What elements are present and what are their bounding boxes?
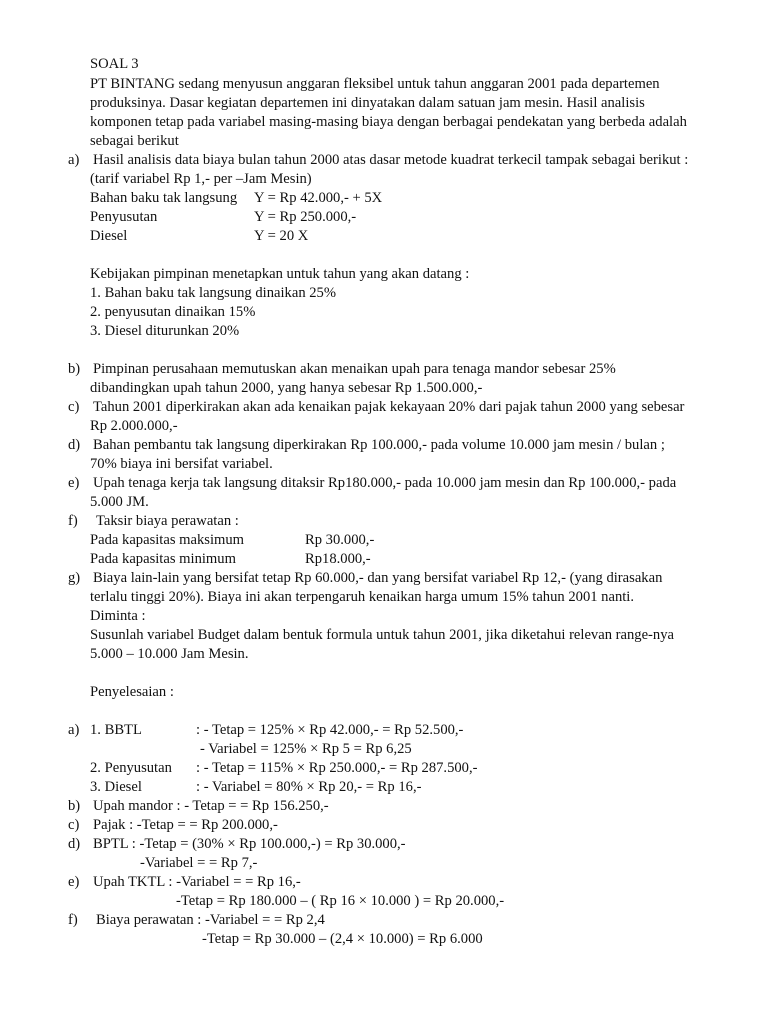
- intro-line: produksinya. Dasar kegiatan departemen ini dinyatakan dalam satuan jam mesin. Hasil analisis: [90, 95, 645, 111]
- item-a-text: Hasil analisis data biaya bulan tahun 2000 atas dasar metode kuadrat terkecil tampak sebagai berikut :: [93, 152, 689, 168]
- task-text: 5.000 – 10.000 Jam Mesin.: [90, 646, 249, 662]
- requested-label: Diminta :: [90, 608, 146, 624]
- cost-row-formula: Y = Rp 250.000,-: [254, 209, 357, 225]
- solution-a1-variable: - Variabel = 125% × Rp 5 = Rp 6,25: [200, 741, 412, 757]
- capacity-row-label: Pada kapasitas maksimum: [90, 532, 245, 548]
- solution-f-fixed: -Tetap = Rp 30.000 – (2,4 × 10.000) = Rp 6.000: [202, 931, 483, 947]
- item-c-text: Rp 2.000.000,-: [90, 418, 178, 434]
- item-e-text: 5.000 JM.: [90, 494, 149, 510]
- item-b-text: Pimpinan perusahaan memutuskan akan menaikan upah para tenaga mandor sebesar 25%: [93, 361, 616, 377]
- solution-a3-variable: : - Variabel = 80% × Rp 20,- = Rp 16,-: [196, 779, 422, 795]
- intro-line: sebagai berikut: [90, 133, 179, 149]
- cost-row-formula: Y = Rp 42.000,- + 5X: [254, 190, 383, 206]
- cost-row-label: Diesel: [90, 228, 128, 244]
- cost-row-label: Bahan baku tak langsung: [90, 190, 238, 206]
- policy-item: 3. Diesel diturunkan 20%: [90, 323, 240, 339]
- solution-marker-b: b): [68, 798, 81, 814]
- capacity-row-value: Rp18.000,-: [305, 551, 371, 567]
- solution-title: Penyelesaian :: [90, 684, 174, 700]
- item-marker-c: c): [68, 399, 80, 415]
- task-text: Susunlah variabel Budget dalam bentuk formula untuk tahun 2001, jika diketahui relevan range-nya: [90, 627, 674, 643]
- policy-item: 1. Bahan baku tak langsung dinaikan 25%: [90, 285, 337, 301]
- intro-line: PT BINTANG sedang menyusun anggaran fleksibel untuk tahun anggaran 2001 pada departemen: [90, 76, 660, 92]
- solution-f-text: Biaya perawatan : -Variabel = = Rp 2,4: [96, 912, 325, 928]
- solution-d-text: BPTL : -Tetap = (30% × Rp 100.000,-) = Rp 30.000,-: [93, 836, 406, 852]
- solution-e-text: Upah TKTL : -Variabel = = Rp 16,-: [93, 874, 301, 890]
- item-marker-e: e): [68, 475, 80, 491]
- solution-marker-d: d): [68, 836, 81, 852]
- item-marker-b: b): [68, 361, 81, 377]
- item-g-text: Biaya lain-lain yang bersifat tetap Rp 60.000,- dan yang bersifat variabel Rp 12,- (yang dirasakan: [93, 570, 663, 586]
- item-d-text: 70% biaya ini bersifat variabel.: [90, 456, 273, 472]
- policy-title: Kebijakan pimpinan menetapkan untuk tahun yang akan datang :: [90, 266, 470, 282]
- item-marker-f: f): [68, 513, 78, 529]
- solution-marker-f: f): [68, 912, 78, 928]
- solution-c-text: Pajak : -Tetap = = Rp 200.000,-: [93, 817, 278, 833]
- solution-b-text: Upah mandor : - Tetap = = Rp 156.250,-: [93, 798, 329, 814]
- solution-a2-label: 2. Penyusutan: [90, 760, 172, 776]
- solution-a1-label: 1. BBTL: [90, 722, 142, 738]
- cost-row-label: Penyusutan: [90, 209, 158, 225]
- item-d-text: Bahan pembantu tak langsung diperkirakan Rp 100.000,- pada volume 10.000 jam mesin / bulan ;: [93, 437, 665, 453]
- item-g-text: terlalu tinggi 20%). Biaya ini akan terpengaruh kenaikan harga umum 15% tahun 2001 nanti.: [90, 589, 635, 605]
- intro-line: komponen tetap pada variabel masing-masing biaya dengan berbagai pendekatan yang berbeda adalah: [90, 114, 687, 130]
- item-marker-d: d): [68, 437, 81, 453]
- item-e-text: Upah tenaga kerja tak langsung ditaksir Rp180.000,- pada 10.000 jam mesin dan Rp 100.000,- pada: [93, 475, 677, 491]
- document-title: SOAL 3: [90, 56, 139, 72]
- capacity-row-value: Rp 30.000,-: [305, 532, 375, 548]
- cost-row-formula: Y = 20 X: [254, 228, 309, 244]
- solution-d-variable: -Variabel = = Rp 7,-: [140, 855, 258, 871]
- solution-marker-e: e): [68, 874, 80, 890]
- solution-a3-label: 3. Diesel: [90, 779, 142, 795]
- policy-item: 2. penyusutan dinaikan 15%: [90, 304, 256, 320]
- item-a-text: (tarif variabel Rp 1,- per –Jam Mesin): [90, 171, 312, 187]
- solution-a1-fixed: : - Tetap = 125% × Rp 42.000,- = Rp 52.500,-: [196, 722, 464, 738]
- item-f-title: Taksir biaya perawatan :: [96, 513, 239, 529]
- item-b-text: dibandingkan upah tahun 2000, yang hanya sebesar Rp 1.500.000,-: [90, 380, 483, 396]
- solution-a2-fixed: : - Tetap = 115% × Rp 250.000,- = Rp 287.500,-: [196, 760, 478, 776]
- item-c-text: Tahun 2001 diperkirakan akan ada kenaikan pajak kekayaan 20% dari pajak tahun 2000 yang sebesar: [93, 399, 685, 415]
- capacity-row-label: Pada kapasitas minimum: [90, 551, 236, 567]
- item-marker-a: a): [68, 152, 80, 168]
- solution-marker-c: c): [68, 817, 80, 833]
- item-marker-g: g): [68, 570, 81, 586]
- solution-marker-a: a): [68, 722, 80, 738]
- solution-e-fixed: -Tetap = Rp 180.000 – ( Rp 16 × 10.000 ) = Rp 20.000,-: [176, 893, 505, 909]
